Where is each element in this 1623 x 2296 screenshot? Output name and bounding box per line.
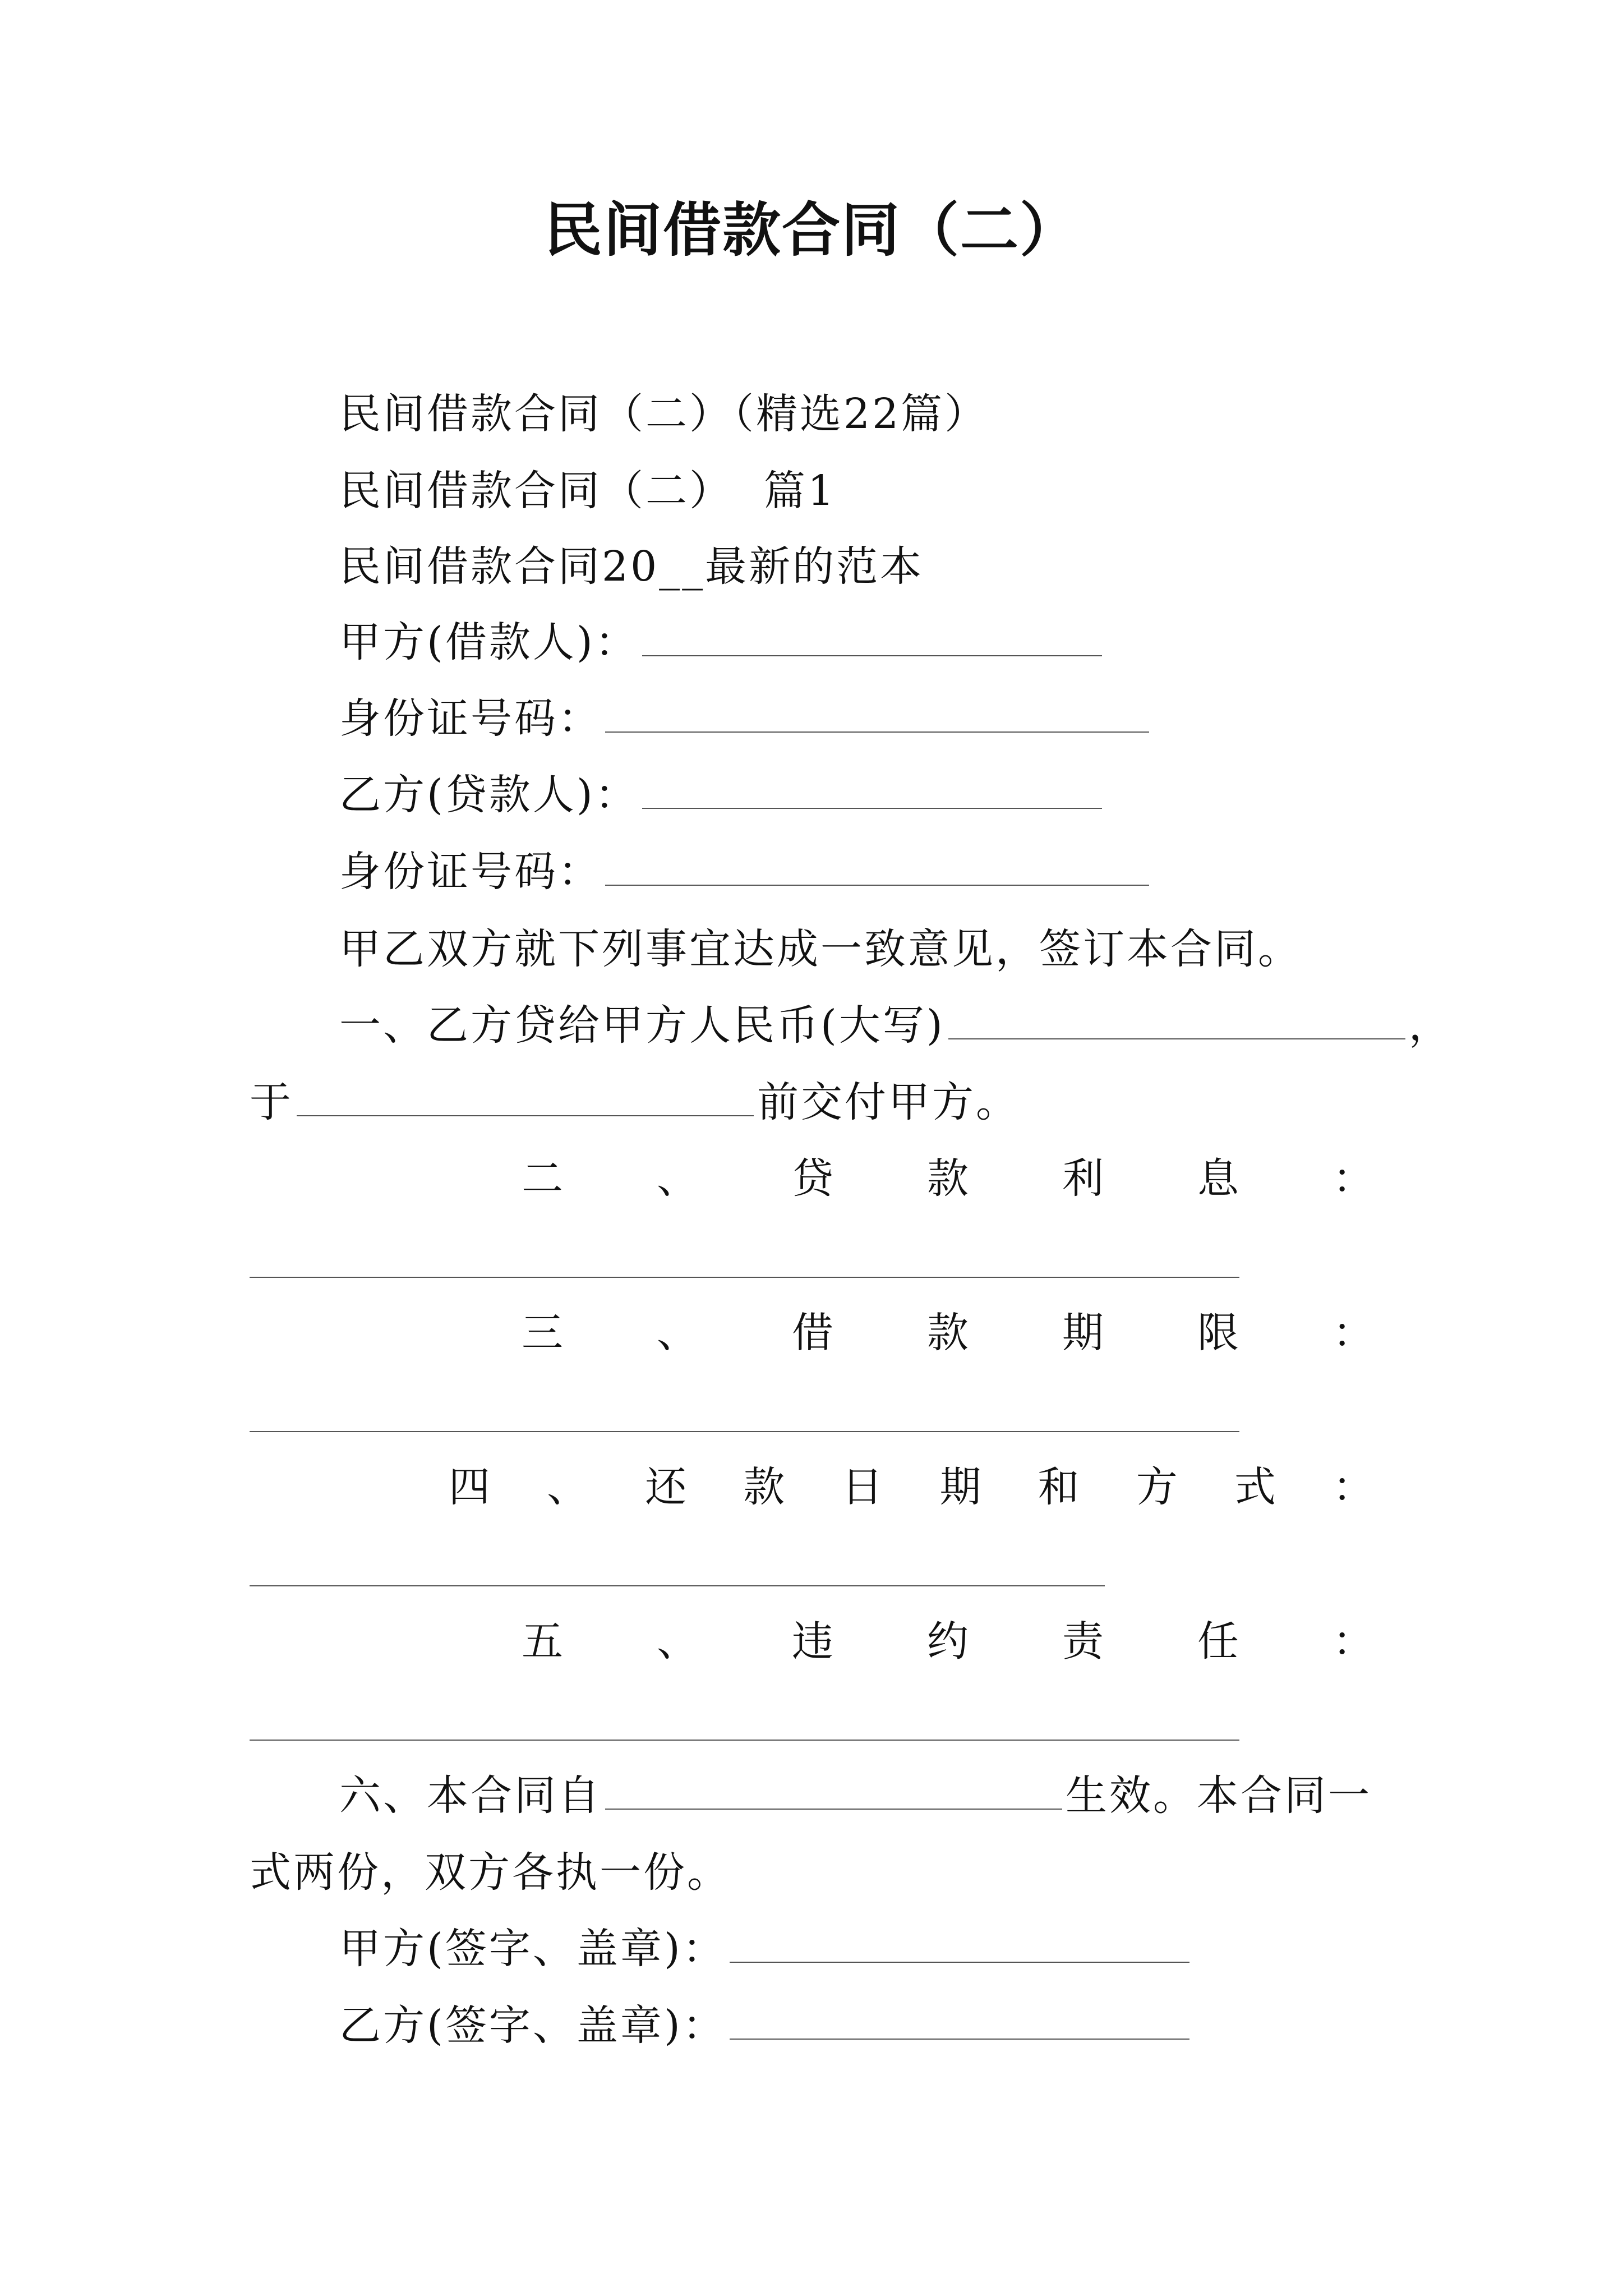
clause-3-char: 借	[792, 1309, 833, 1357]
agreement-sentence: 甲乙双方就下列事宜达成一致意见，签订本合同。	[339, 925, 1302, 973]
clause-3-char: 款	[927, 1309, 969, 1357]
clause-1-suffix: 前交付甲方。	[757, 1078, 1020, 1126]
clause-1-prefix: 于	[250, 1078, 293, 1126]
effective-date-blank	[605, 1797, 1062, 1810]
id-b-blank	[605, 873, 1149, 886]
id-a-blank	[605, 720, 1149, 733]
clause-1-line-1	[339, 999, 1453, 1052]
id-a-row	[339, 692, 1152, 746]
clause-6-line-1	[339, 1769, 1372, 1823]
clause-4-char: 日	[841, 1463, 883, 1511]
clause-2-char: 利	[1062, 1154, 1104, 1203]
clause-4-char: 、	[547, 1463, 589, 1511]
clause-5-heading	[522, 1614, 1374, 1668]
clause-4-char: 还	[645, 1463, 687, 1511]
clause-1-line-2	[250, 1075, 1020, 1129]
clause-4-heading	[449, 1460, 1374, 1514]
signature-a-label: 甲方(签字、盖章)：	[339, 1925, 726, 1973]
clause-1-comma: ，	[1408, 1001, 1453, 1050]
id-b-label: 身份证号码：	[339, 848, 602, 896]
signature-a-row	[339, 1922, 1193, 1976]
clause-5-char: 违	[792, 1617, 833, 1665]
signature-b-row	[339, 1999, 1193, 2053]
clause-4-char: 期	[939, 1463, 981, 1511]
signature-a-blank	[730, 1950, 1189, 1963]
document-subtitle: 民间借款合同（二）（精选22篇）	[339, 390, 989, 438]
id-a-label: 身份证号码：	[339, 694, 602, 743]
clause-1-text: 一、乙方贷给甲方人民币(大写)	[339, 1001, 945, 1050]
party-a-label: 甲方(借款人)：	[339, 618, 639, 666]
party-b-row	[339, 768, 1105, 822]
clause-3-char: 期	[1062, 1309, 1104, 1357]
clause-3-blank	[250, 1431, 1239, 1432]
clause-2-char: ：	[1332, 1154, 1374, 1203]
clause-3-char: 、	[657, 1309, 698, 1357]
clause-4-char: 款	[743, 1463, 785, 1511]
clause-2-char: 二	[522, 1154, 563, 1203]
clause-5-char: 五	[522, 1617, 563, 1665]
id-b-row	[339, 845, 1152, 899]
clause-2-char: 款	[927, 1154, 969, 1203]
clause-6-suffix: 生效。本合同一	[1066, 1772, 1372, 1820]
clause-3-char: 三	[522, 1309, 563, 1357]
clause-4-char: 式	[1234, 1463, 1276, 1511]
party-b-blank	[642, 797, 1102, 809]
clause-6-line-2: 式两份，双方各执一份。	[250, 1848, 731, 1897]
clause-5-char: 、	[657, 1617, 698, 1665]
clause-5-char: 约	[927, 1617, 969, 1665]
party-a-row	[339, 615, 1105, 669]
clause-2-char: 息	[1197, 1154, 1239, 1203]
clause-4-blank	[250, 1585, 1105, 1586]
signature-b-blank	[730, 2027, 1189, 2040]
clause-3-char: ：	[1332, 1309, 1374, 1357]
signature-b-label: 乙方(签字、盖章)：	[339, 2001, 726, 2050]
clause-4-char: 方	[1136, 1463, 1178, 1511]
clause-2-char: 贷	[792, 1154, 833, 1203]
clause-4-char: 和	[1038, 1463, 1080, 1511]
clause-3-heading	[522, 1306, 1374, 1360]
clause-5-char: 责	[1062, 1617, 1104, 1665]
document-title: 民间借款合同（二）	[543, 196, 1079, 264]
party-a-blank	[642, 644, 1102, 656]
clause-4-char: 四	[449, 1463, 490, 1511]
delivery-date-blank	[297, 1104, 754, 1116]
clause-2-blank	[250, 1277, 1239, 1278]
loan-amount-blank	[948, 1027, 1405, 1039]
clause-6-prefix: 六、本合同自	[339, 1772, 602, 1820]
clause-5-char: ：	[1332, 1617, 1374, 1665]
clause-5-char: 任	[1197, 1617, 1239, 1665]
clause-4-char: ：	[1332, 1463, 1374, 1511]
party-b-label: 乙方(贷款人)：	[339, 771, 639, 819]
clause-2-heading	[522, 1152, 1374, 1205]
chapter-heading: 民间借款合同（二） 篇1	[339, 467, 837, 515]
clause-5-blank	[250, 1740, 1239, 1741]
template-heading: 民间借款合同20__最新的范本	[339, 542, 924, 591]
clause-3-char: 限	[1197, 1309, 1239, 1357]
clause-2-char: 、	[657, 1154, 698, 1203]
